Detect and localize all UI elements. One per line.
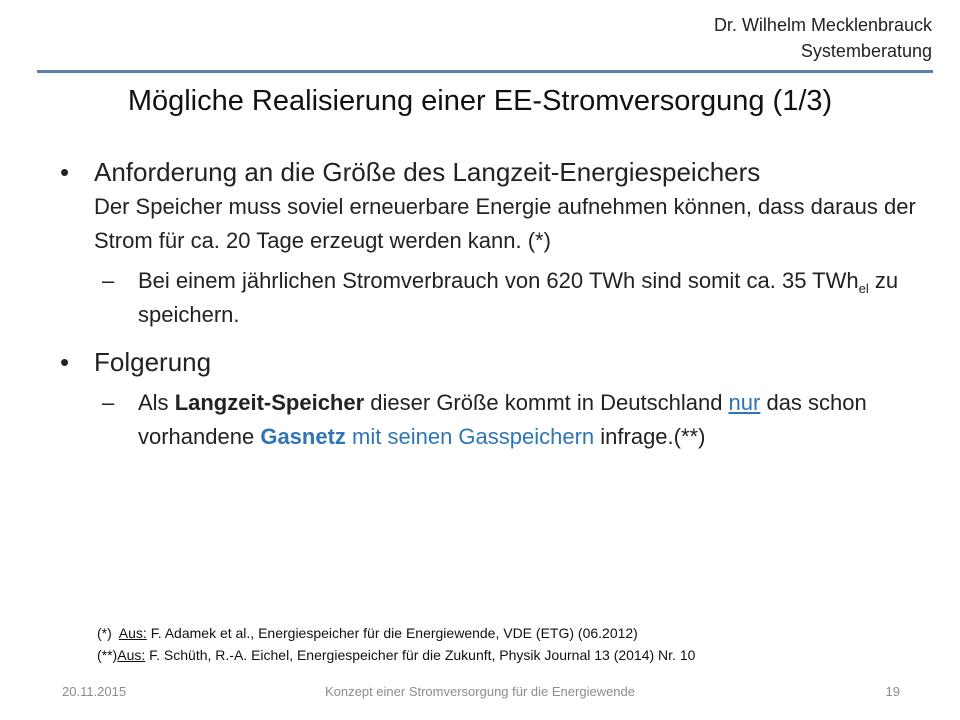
subbullet-gasnetz bbox=[60, 386, 940, 454]
slide-content bbox=[60, 154, 940, 460]
dash-icon: – bbox=[102, 390, 115, 415]
subbullet-text: Bei einem jährlichen Stromverbrauch von 620 TWh sind somit ca. 35 TWh bbox=[138, 268, 859, 293]
text: das schon vorhandene bbox=[138, 390, 867, 449]
bullet-heading: Folgerung bbox=[94, 347, 212, 377]
bullet-dot-icon: • bbox=[60, 157, 70, 187]
reference-label: Aus: bbox=[117, 647, 146, 663]
text: dieser Größe kommt in Deutschland bbox=[364, 390, 729, 415]
bullet-dot-icon: • bbox=[60, 347, 70, 377]
subbullet-consumption bbox=[60, 264, 940, 332]
reference-text: F. Adamek et al., Energiespeicher für die Energiewende, VDE (ETG) (06.2012) bbox=[146, 625, 638, 641]
accent-text: mit seinen Gasspeichern bbox=[345, 424, 595, 449]
reference-1 bbox=[97, 622, 695, 644]
reference-marker: (**) bbox=[97, 647, 118, 663]
header-author: Dr. Wilhelm Mecklenbrauck bbox=[713, 15, 932, 35]
bullet-heading: Anforderung an die Größe des Langzeit-Energiespeichers bbox=[94, 157, 761, 187]
dash-icon: – bbox=[102, 268, 115, 293]
references bbox=[97, 622, 695, 666]
subbullet-text-end: zu speichern. bbox=[138, 268, 899, 327]
slide-title: Mögliche Realisierung einer EE-Stromversorgung (1/3) bbox=[127, 85, 833, 117]
bold-term: Langzeit-Speicher bbox=[174, 390, 365, 415]
reference-text: F. Schüth, R.-A. Eichel, Energiespeicher für die Zukunft, Physik Journal 13 (2014) Nr. 10 bbox=[145, 647, 696, 663]
link-nur[interactable]: nur bbox=[728, 390, 761, 415]
reference-2 bbox=[97, 644, 695, 666]
reference-marker: (*) bbox=[97, 625, 116, 641]
text: infrage.(**) bbox=[594, 424, 706, 449]
header-divider bbox=[37, 70, 933, 73]
reference-label: Aus: bbox=[118, 625, 147, 641]
footer bbox=[0, 684, 960, 704]
bold-gasnetz: Gasnetz bbox=[260, 424, 346, 449]
page-number: 19 bbox=[885, 684, 900, 699]
header-author-block bbox=[714, 12, 932, 64]
footer-title: Konzept einer Stromversorgung für die Energiewende bbox=[324, 684, 635, 699]
text: Als bbox=[138, 390, 175, 415]
bullet-body: Der Speicher muss soviel erneuerbare Energie aufnehmen können, dass daraus der Strom für ca. 20 Tage erzeugt werden kann. (*) bbox=[94, 194, 916, 253]
footer-date: 20.11.2015 bbox=[62, 684, 127, 699]
bullet-requirement bbox=[60, 154, 940, 258]
header-org: Systemberatung bbox=[800, 41, 932, 61]
bullet-conclusion bbox=[60, 344, 940, 380]
subscript-el: el bbox=[858, 281, 869, 296]
